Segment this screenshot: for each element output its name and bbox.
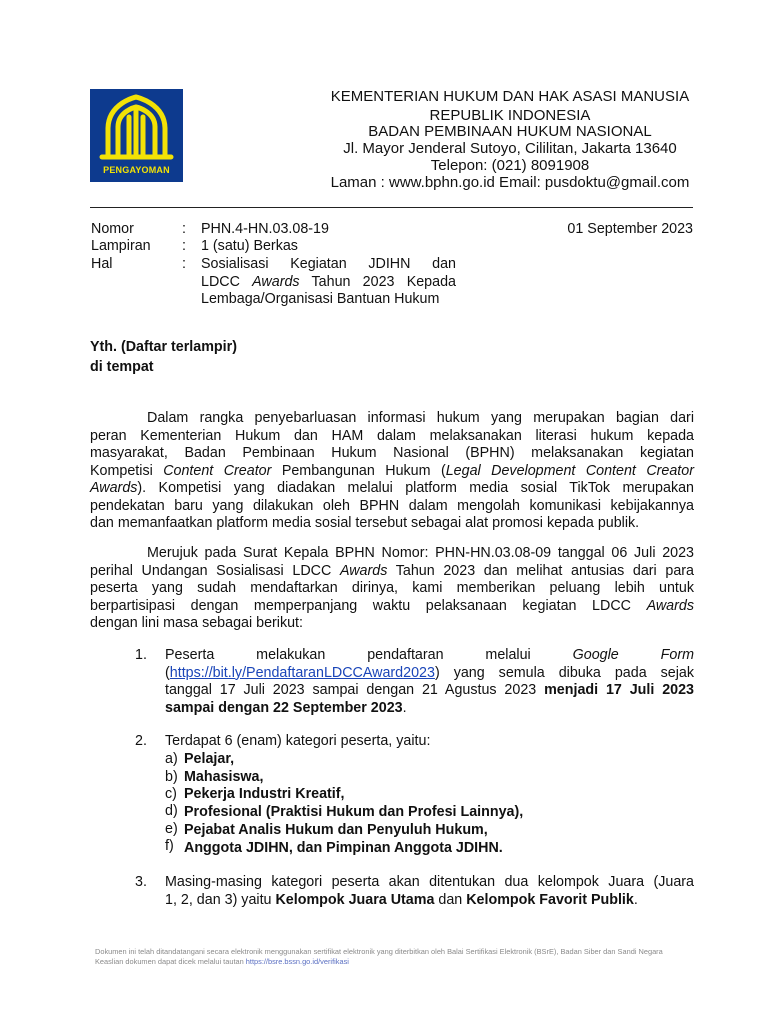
category-item: Anggota JDIHN, dan Pimpinan Anggota JDIHN.	[184, 840, 503, 856]
list-item-winners: Masing-masing kategori peserta akan ditentukan dua kelompok Juara (Juara 1, 2, dan 3) yaitu Kelompok Juara Utama dan Kelompok Favorit Publik.	[165, 874, 694, 908]
list-item-registration: Peserta melakukan pendaftaran melalui Google Form (https://bit.ly/PendaftaranLDCCAward2023) yang semula dibuka pada sejak tanggal 17 Juli 2023 sampai dengan 21 Agustus 2023 menjadi 17 Juli 2023 sampai dengan 22 September 2023.	[165, 647, 695, 716]
logo-caption: PENGAYOMAN	[103, 165, 170, 175]
republic-name: REPUBLIK INDONESIA	[429, 107, 591, 124]
recipient-place: di tempat	[90, 359, 154, 375]
category-letter: c)	[165, 786, 177, 802]
list-number: 1.	[135, 647, 147, 663]
category-item: Pejabat Analis Hukum dan Penyuluh Hukum,	[184, 822, 488, 838]
categories-intro: Terdapat 6 (enam) kategori peserta, yaitu:	[165, 733, 431, 749]
category-item: Profesional (Praktisi Hukum dan Profesi Lainnya),	[184, 804, 524, 820]
category-letter: b)	[165, 769, 178, 785]
recipient-line: Yth. (Daftar terlampir)	[90, 339, 237, 355]
footer-line: Keaslian dokumen dapat dicek melalui tautan https://bsre.bssn.go.id/verifikasi	[95, 957, 349, 966]
agency-address: Jl. Mayor Jenderal Sutoyo, Cililitan, Jakarta 13640	[343, 140, 677, 157]
registration-form-link[interactable]: https://bit.ly/PendaftaranLDCCAward2023	[169, 664, 435, 681]
list-number: 3.	[135, 874, 147, 890]
footer-line: Dokumen ini telah ditandatangani secara elektronik menggunakan sertifikat elektronik yang diterbitkan oleh Balai Sertifikasi Elektronik (BSrE), Badan Siber dan Sandi Negara	[95, 947, 663, 956]
lampiran-label: Lampiran	[91, 238, 151, 254]
lampiran-value: 1 (satu) Berkas	[201, 238, 298, 254]
category-item: Mahasiswa,	[184, 769, 264, 785]
verification-link[interactable]: https://bsre.bssn.go.id/verifikasi	[245, 957, 349, 966]
hal-line: LDCC Awards Tahun 2023 Kepada	[201, 273, 456, 290]
paragraph-intro: Dalam rangka penyebarluasan informasi hukum yang merupakan bagian dari peran Kementerian Hukum dan HAM dalam melaksanakan literasi hukum kepada masyarakat, Badan Pembinaan Hukum Nasional (BPHN) melaksanakan kegiatan Kompetisi Content Creator Pembangunan Hukum (Legal Development Content Creator Awards). Kompetisi yang diadakan melalui platform media sosial TikTok merupakan pendekatan baru yang dilakukan oleh BPHN dalam mengolah komunikasi kebijakannya dan memanfaatkan platform media sosial tersebut sebagai alat promosi kepada publik.	[90, 410, 694, 531]
agency-phone: Telepon: (021) 8091908	[430, 157, 590, 174]
agency-web-email: Laman : www.bphn.go.id Email: pusdoktu@gmail.com	[330, 174, 690, 191]
category-letter: e)	[165, 821, 178, 837]
category-letter: d)	[165, 803, 178, 819]
hal-line: Lembaga/Organisasi Bantuan Hukum	[201, 291, 440, 307]
list-number: 2.	[135, 733, 147, 749]
letterhead-divider	[90, 207, 693, 208]
pengayoman-logo	[90, 89, 183, 182]
hal-colon: :	[182, 256, 186, 272]
e-signature-notice	[95, 947, 705, 967]
category-item: Pekerja Industri Kreatif,	[184, 786, 345, 802]
nomor-label: Nomor	[91, 221, 134, 237]
ministry-name: KEMENTERIAN HUKUM DAN HAK ASASI MANUSIA	[330, 88, 690, 105]
hal-label: Hal	[91, 256, 113, 272]
hal-value	[201, 256, 456, 309]
nomor-value: PHN.4-HN.03.08-19	[201, 221, 329, 237]
nomor-colon: :	[182, 221, 186, 237]
letter-date: 01 September 2023	[567, 221, 693, 237]
lampiran-colon: :	[182, 238, 186, 254]
banyan-tree-icon	[90, 89, 183, 169]
category-item: Pelajar,	[184, 751, 235, 767]
category-letter: f)	[165, 838, 174, 854]
category-letter: a)	[165, 751, 178, 767]
agency-name: BADAN PEMBINAAN HUKUM NASIONAL	[368, 123, 652, 140]
hal-line: Sosialisasi Kegiatan JDIHN dan	[201, 256, 456, 272]
paragraph-reference: Merujuk pada Surat Kepala BPHN Nomor: PHN-HN.03.08-09 tanggal 06 Juli 2023 perihal Undangan Sosialisasi LDCC Awards Tahun 2023 dan melihat antusias dari para peserta yang sudah mendaftarkan dirinya, kami memberikan peluang lebih untuk berpartisipasi dengan memperpanjang waktu pelaksanaan kegiatan LDCC Awards dengan lini masa sebagai berikut:	[90, 545, 694, 631]
